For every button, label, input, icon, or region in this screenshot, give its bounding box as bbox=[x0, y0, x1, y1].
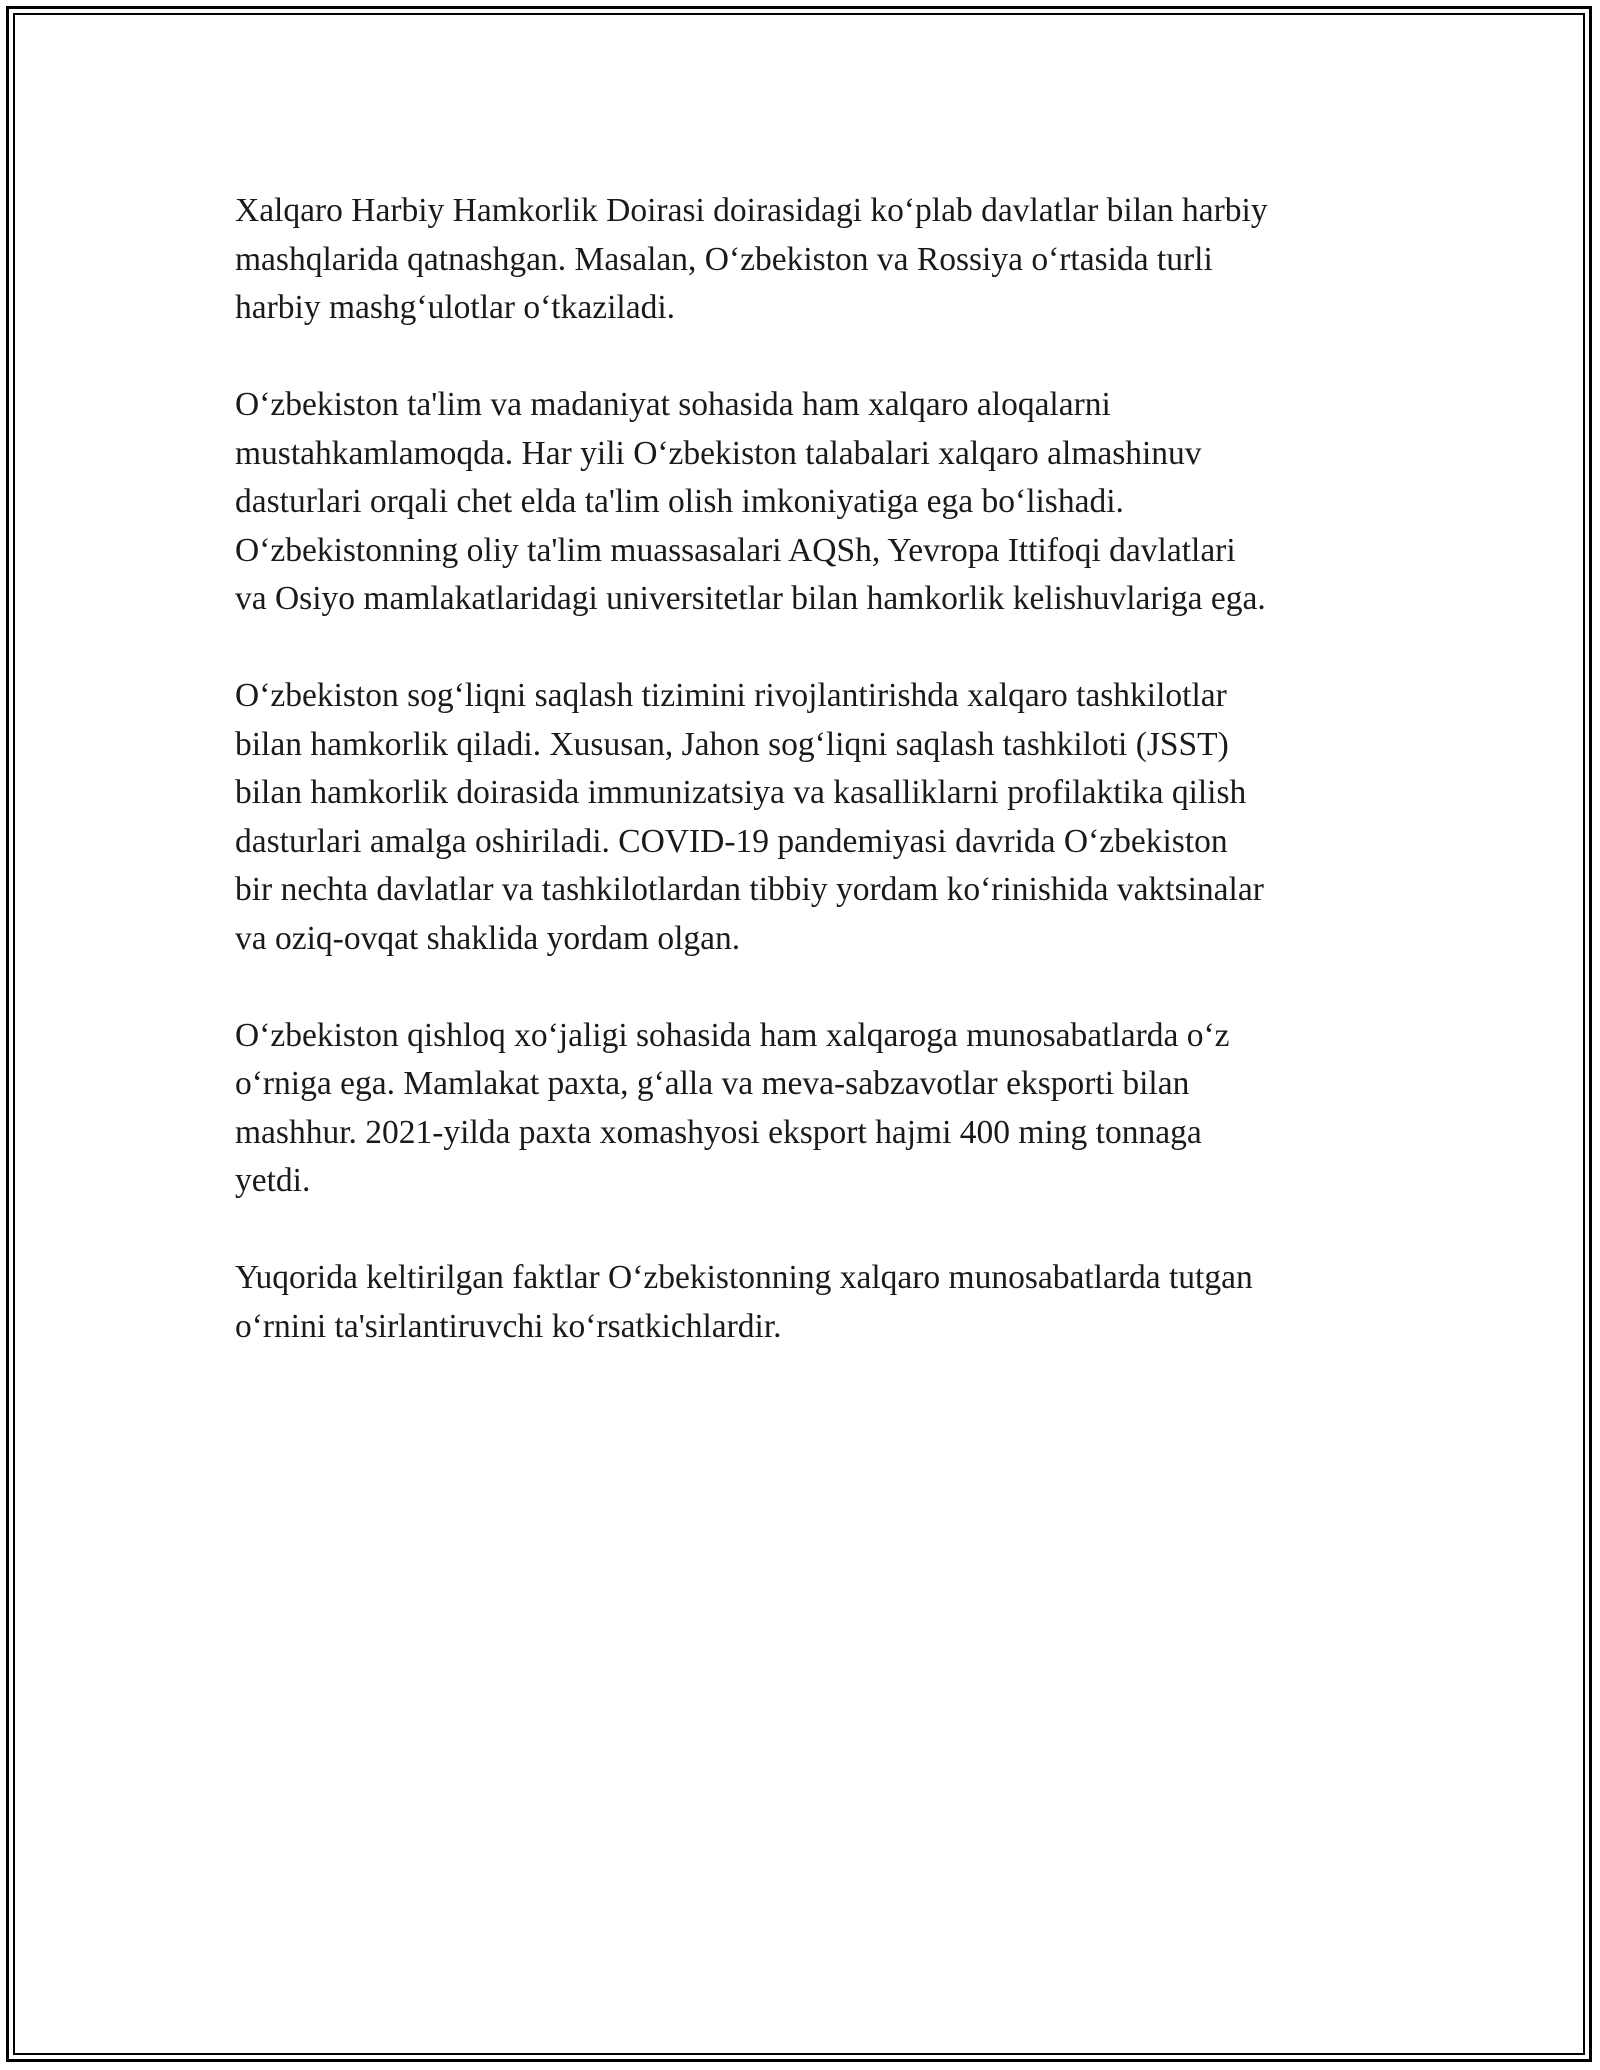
document-body bbox=[235, 187, 1375, 1400]
paragraph-military-cooperation: Xalqaro Harbiy Hamkorlik Doirasi doirasidagi koʻplab davlatlar bilan harbiy mashqlarida qatnashgan. Masalan, Oʻzbekiston va Rossiya oʻrtasida turli harbiy mashgʻulotlar oʻtkaziladi. bbox=[235, 192, 1268, 326]
paragraph-healthcare: Oʻzbekiston sogʻliqni saqlash tizimini rivojlantirishda xalqaro tashkilotlar bilan hamkorlik qiladi. Xususan, Jahon sogʻliqni saqlash tashkiloti (JSST) bilan hamkorlik doirasida immunizatsiya va kasalliklarni profilaktika qilish dasturlari amalga oshiriladi. COVID-19 pandemiyasi davrida Oʻzbekiston bir nechta davlatlar va tashkilotlardan tibbiy yordam koʻrinishida vaktsinalar va oziq-ovqat shaklida yordam olgan. bbox=[235, 677, 1264, 957]
paragraph-education-culture: Oʻzbekiston ta'lim va madaniyat sohasida ham xalqaro aloqalarni mustahkamlamoqda. Har yili Oʻzbekiston talabalari xalqaro almashinuv dasturlari orqali chet elda ta'lim olish imkoniyatiga ega boʻlishadi. Oʻzbekistonning oliy ta'lim muassasalari AQSh, Yevropa Ittifoqi davlatlari va Osiyo mamlakatlaridagi universitetlar bilan hamkorlik kelishuvlariga ega. bbox=[235, 386, 1266, 617]
paragraph-conclusion: Yuqorida keltirilgan faktlar Oʻzbekistonning xalqaro munosabatlarda tutgan oʻrnini ta'sirlantiruvchi koʻrsatkichlardir. bbox=[235, 1259, 1253, 1345]
paragraph-agriculture: Oʻzbekiston qishloq xoʻjaligi sohasida ham xalqaroga munosabatlarda oʻz oʻrniga ega. Mamlakat paxta, gʻalla va meva-sabzavotlar eksporti bilan mashhur. 2021-yilda paxta xomashyosi eksport hajmi 400 ming tonnaga yetdi. bbox=[235, 1016, 1230, 1199]
